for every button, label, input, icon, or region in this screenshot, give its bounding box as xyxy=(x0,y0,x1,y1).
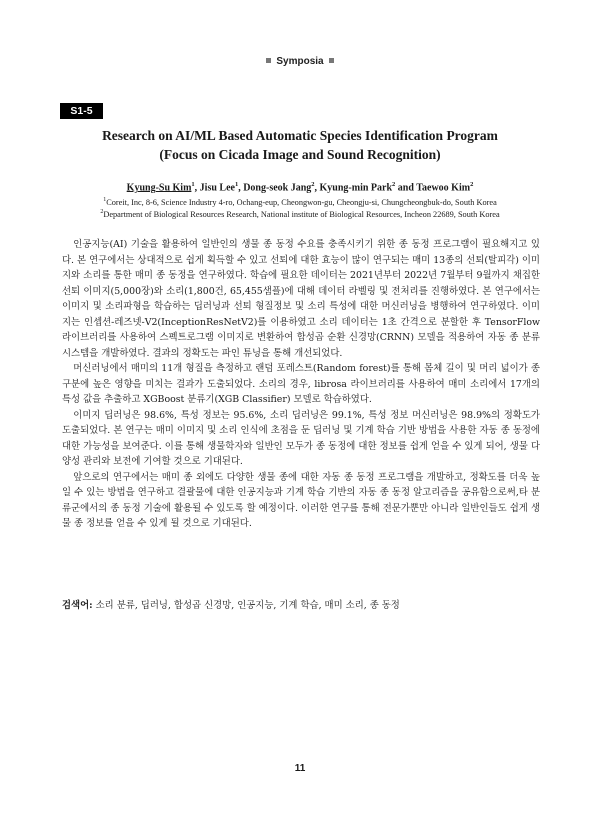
affiliation-mark: 1 xyxy=(103,197,107,203)
keywords-line xyxy=(62,598,540,613)
abstract-paragraph: 머신러닝에서 매미의 11개 형질을 측정하고 랜덤 포레스트(Random forest)를 통해 몸체 길이 및 머리 넓이가 종 구분에 높은 영향을 미치는 결과가 도출되었다. 소리의 경우, librosa 라이브러리를 사용하여 매미 소리에서 17개의 특성 값을 추출하고 XGBoost 분류기(XGB Classifier) 모델로 학습하였다. xyxy=(62,363,540,405)
abstract-paragraph: 앞으로의 연구에서는 매미 종 외에도 다양한 생물 종에 대한 자동 종 동정 프로그램을 개발하고, 정확도를 더욱 높일 수 있는 방법을 연구하고 결괄물에 대한 인공지능과 기계 학습 기반의 자동 종 동정 알고리즘을 공유함으로써,타 분류군에서의 종 동정 기술에 활용될 수 있도록 할 예정이다. 이러한 연구를 통해 전문가뿐만 아니라 일반인들도 쉽게 생물 종 정보를 얻을 수 있게 될 것으로 기대된다. xyxy=(62,471,540,529)
abstract-paragraph: 인공지능(AI) 기술을 활용하여 일반인의 생물 종 동정 수요를 충족시키기 위한 종 동정 프로그램이 필요해지고 있다. 본 연구에서는 상대적으로 쉽게 획득할 수 있고 선퇴에 대한 효능이 많이 연구되는 매미 13종의 선퇴(탈피각) 이미지와 소리를 통한 매미 종 동정을 연구하였다. 학습에 필요한 데이터는 2021년부터 2022년 7월부터 9월까지 채집한 선퇴 이미지(5,000장)와 소리(1,800건, 65,455샘플)에 대해 데이터 라벨링 및 전처리를 진행하였다. 본 연구에서는 이미지 및 소리파형을 학습하는 딥러닝과 선퇴 형질정보 및 소리 특성에 대한 머신러닝을 병행하여 연구하였다. 이미지는 인셉션-레즈넷-V2(InceptionResNetV2)를 이용하였고 소리 데이터는 1초 간격으로 분할한 후 TensorFlow 라이브러리를 사용하여 스펙트로그램 이미지로 변환하여 합성곱 순환 신경망(CRNN) 모델을 적용하여 자동 종 분류 시스템을 개발하였다. 결과의 정확도는 파인 튜닝을 통해 개선되었다. xyxy=(62,239,540,359)
affiliation xyxy=(40,207,560,220)
author-affiliation-mark: 2 xyxy=(392,181,396,188)
author-affiliation-mark: 1 xyxy=(234,181,239,188)
keywords-text: 소리 분류, 딥러닝, 합성곱 신경망, 인공지능, 기계 학습, 매미 소리, 종 동정 xyxy=(92,600,400,611)
title-line-1: Research on AI/ML Based Automatic Species Identification Program xyxy=(102,128,498,143)
square-bullet-icon xyxy=(266,58,271,63)
keywords-label: 검색어: xyxy=(62,600,93,611)
author-name: Kyung-min Park xyxy=(319,182,393,194)
author-name: Kyung-Su Kim xyxy=(126,182,192,194)
session-badge: S1-5 xyxy=(60,103,103,119)
author-affiliation-mark: 2 xyxy=(470,181,474,188)
author-name: Dong-seok Jang xyxy=(243,182,312,194)
running-header xyxy=(0,56,600,67)
author-name: Taewoo Kim xyxy=(416,182,471,194)
affiliation-text: Department of Biological Resources Research, National institute of Biological Resources, Incheon 22689, South Korea xyxy=(103,209,500,219)
title-line-2: (Focus on Cicada Image and Sound Recognition) xyxy=(159,147,441,162)
paper-title xyxy=(40,126,560,164)
section-label: Symposia xyxy=(276,56,324,67)
author-affiliation-mark: 1 xyxy=(191,181,195,188)
affiliation-text: Coreit, Inc, 8-6, Science Industry 4-ro, Ochang-eup, Cheongwon-gu, Cheongju-si, Chungcheongbuk-do, South Korea xyxy=(106,197,497,207)
affiliation-mark: 2 xyxy=(100,209,104,215)
page-number: 11 xyxy=(294,763,306,774)
author-affiliation-mark: 2 xyxy=(311,181,315,188)
abstract-paragraph: 이미지 딥러닝은 98.6%, 특성 정보는 95.6%, 소리 딥러닝은 99.1%, 특성 정보 머신러닝은 98.9%의 정확도가 도출되었다. 본 연구는 매미 이미지 및 소리 인식에 초점을 둔 딥러닝 및 기계 학습 기반 방법을 사용한 자동 종 동정에 대한 가능성을 보여준다. 이를 통해 생물학자와 일반인 모두가 종 동정에 대한 정보를 쉽게 얻을 수 있게 되어, 생물 다양성 관리와 보전에 기여할 것으로 기대된다. xyxy=(62,409,540,467)
author-list: Kyung-Su Kim$^1$, Jisu Lee$^1$, Dong-seok Jang$^2$, Kyung-min Park$^2$ and Taewoo Kim$^2$ xyxy=(126,181,474,194)
square-bullet-icon xyxy=(329,58,334,63)
author-conjunction: and xyxy=(395,182,417,194)
abstract-body xyxy=(62,237,540,532)
author-name: Jisu Lee xyxy=(199,182,235,194)
affiliation xyxy=(40,195,560,208)
